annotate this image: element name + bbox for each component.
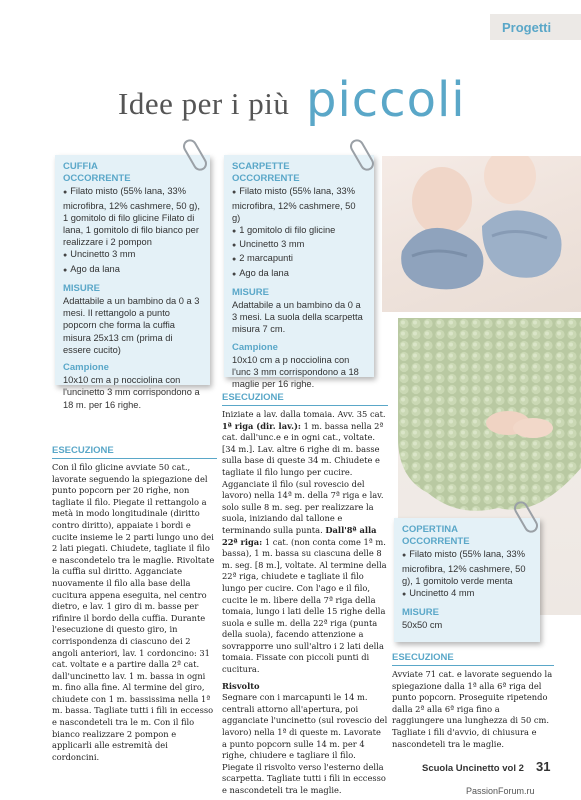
divider xyxy=(222,405,388,406)
risvolto-heading: Risvolto xyxy=(222,680,260,691)
scarpette-esecuzione-text: Iniziate a lav. dalla tomaia. Avv. 35 cat. 1ª riga (dir. lav.): 1 m. bassa nella 2ª cat. dall'unc.e e in ogni cat., voltate. [34 m.]. Lav. altre 6 righe di m. basse sulla base di queste 34 m. Chiudete e tagliate il filo lungo per cucire. Agganciate il filo (sul rovescio del lavoro) nella 14ª m. della 7ª riga e lav. solo sulle 8 m. seg. per realizzare la suola, iniziando dal tallone e terminando sulla punta. Dall'8ª alla 22ª riga: 1 cat. (non conta come 1ª m. bassa), 1 m. bassa su ciascuna delle 8 m. seg. [8 m.], voltate. Al termine della 22ª riga, chiudete e tagliate il filo lungo per cucire. Con l'ago e il filo, cucite le m. libere della 7ª riga della tomaia, lungo i lati delle 15 righe della suola e sulle m. della 22ª riga (punta della suola), facendo attenzione a sovrapporre uno sull'altro i 2 lati della tomaia. Fissate con piccoli punti di cucitura. xyxy=(222,409,387,675)
scarpette-material: ● 2 marcapunti xyxy=(232,252,366,266)
scarpette-card xyxy=(224,155,374,390)
risvolto-text: Segnare con i marcapunti le 14 m. centrali attorno all'apertura, poi agganciate l'uncinetto (sul rovescio del lavoro) nella 1ª di queste m. Lavorate a punto popcorn sulle 14 m. per 4 righe, chiudere e tagliare il filo. Piegate il risvolto verso l'esterno della scarpetta. Tagliate tutti i fili in eccesso e nascondeteli tra le maglie. xyxy=(222,692,388,795)
watermark: PassionForum.ru xyxy=(466,786,535,796)
esecuzione-heading: ESECUZIONE xyxy=(222,392,284,403)
scarpette-title: SCARPETTE xyxy=(232,161,290,172)
copertina-material: ● Uncinetto 4 mm xyxy=(402,587,532,601)
cuffia-esecuzione xyxy=(52,445,217,763)
cuffia-campione-label: Campione xyxy=(63,362,109,374)
cuffia-card xyxy=(55,155,210,410)
copertina-material: ● Filato misto (55% lana, 33% microfibra, 12% cashmere, 50 g), 1 gomitolo verde menta xyxy=(402,548,532,587)
cuffia-campione: 10x10 cm a p nocciolina con l'uncinetto 3 mm corrispondono a 18 m. per 16 righe. xyxy=(63,375,200,410)
scarpette-esecuzione xyxy=(222,392,388,797)
divider xyxy=(52,458,217,459)
booties-illustration xyxy=(382,156,581,312)
section-tab: Progetti xyxy=(490,14,581,40)
cuffia-material: ● Uncinetto 3 mm xyxy=(63,248,202,262)
scarpette-material: ● Ago da lana xyxy=(232,267,366,281)
copertina-occorrente-label: OCCORRENTE xyxy=(402,536,470,548)
copertina-misure: 50x50 cm xyxy=(402,620,443,631)
scarpette-material: ● Filato misto (55% lana, 33% microfibra, 12% cashmere, 50 g) xyxy=(232,185,366,224)
booties-photo xyxy=(382,156,581,312)
scarpette-material: ● 1 gomitolo di filo glicine xyxy=(232,224,366,238)
scarpette-campione-label: Campione xyxy=(232,341,278,353)
cuffia-title: CUFFIA xyxy=(63,161,98,172)
magazine-name: Scuola Uncinetto vol 2 xyxy=(422,763,524,774)
scarpette-misure-label: MISURE xyxy=(232,286,269,298)
esecuzione-heading: ESECUZIONE xyxy=(392,652,454,663)
scarpette-occorrente-label: OCCORRENTE xyxy=(232,173,300,185)
esecuzione-heading: ESECUZIONE xyxy=(52,445,114,456)
cuffia-esecuzione-text: Con il filo glicine avviate 50 cat., lavorate seguendo la spiegazione del punto popcorn per 20 righe, non tagliate il filo. Piegate il rettangolo a metà in modo longitudinale (diritto contro diritto), appaiate i bordi e cucite insieme le 2 parti lungo uno dei 2 lati piegati. Chiudete, tagliate il filo e nascondetelo tra le maglie. Rivoltate la cuffia sul diritto. Agganciate nuovamente il filo alla base della cucitura appena eseguita, nel centro dietro, e lav. 1 giro di m. basse per rifinire il bordo della cuffia. Durante l'esecuzione di questo giro, in corrispondenza di ciascuno dei 2 angoli anteriori, lav. 1 cordoncino: 31 cat. voltate e a partire dalla 2ª cat. dall'uncinetto lav. 1 m. bassa in ogni m. fino alla fine. Al termine del giro, chiudete con 1 m. bassissima nella 1ª m. bassa. Tagliate tutti i fili in eccesso e nascondeteli tra le m. Con il filo bianco realizzare 2 pompon e applicarli alle estremità dei cordoncini. xyxy=(52,462,215,762)
page-title-part1: Idee per i più xyxy=(118,86,290,121)
copertina-esecuzione-text: Avviate 71 cat. e lavorate seguendo la spiegazione dalla 1ª alla 6ª riga del punto popcorn. Proseguite ripetendo dalla 2ª alla 6ª riga fino a raggiungere una lunghezza di 50 cm. Tagliate i fili d'avvio, di chiusura e nascondeteli tra le maglie. xyxy=(392,669,553,749)
scarpette-misure: Adattabile a un bambino da 0 a 3 mesi. La suola della scarpetta misura 7 cm. xyxy=(232,300,363,335)
copertina-card xyxy=(394,518,540,642)
divider xyxy=(392,665,554,666)
scarpette-campione: 10x10 cm a p nocciolina con l'unc 3 mm corrispondono a 18 maglie per 16 righe. xyxy=(232,354,359,390)
page-title-part2: piccoli xyxy=(306,72,466,128)
cuffia-material: ● Filato misto (55% lana, 33% microfibra, 12% cashmere, 50 g), 1 gomitolo di filo glicine Filato di lana, 1 gomitolo di filo bianco per realizzare i 2 pompon xyxy=(63,185,202,248)
cuffia-misure: Adattabile a un bambino da 0 a 3 mesi. Il rettangolo a punto popcorn che forma la cuffia misura 25x13 cm (prima di essere cucito) xyxy=(63,296,200,355)
scarpette-material: ● Uncinetto 3 mm xyxy=(232,238,366,252)
copertina-misure-label: MISURE xyxy=(402,607,439,619)
cuffia-misure-label: MISURE xyxy=(63,282,100,294)
copertina-esecuzione xyxy=(392,652,554,750)
page-number: 31 xyxy=(536,759,551,774)
cuffia-material: ● Ago da lana xyxy=(63,263,202,277)
cuffia-occorrente-label: OCCORRENTE xyxy=(63,173,131,185)
copertina-title: COPERTINA xyxy=(402,524,458,535)
